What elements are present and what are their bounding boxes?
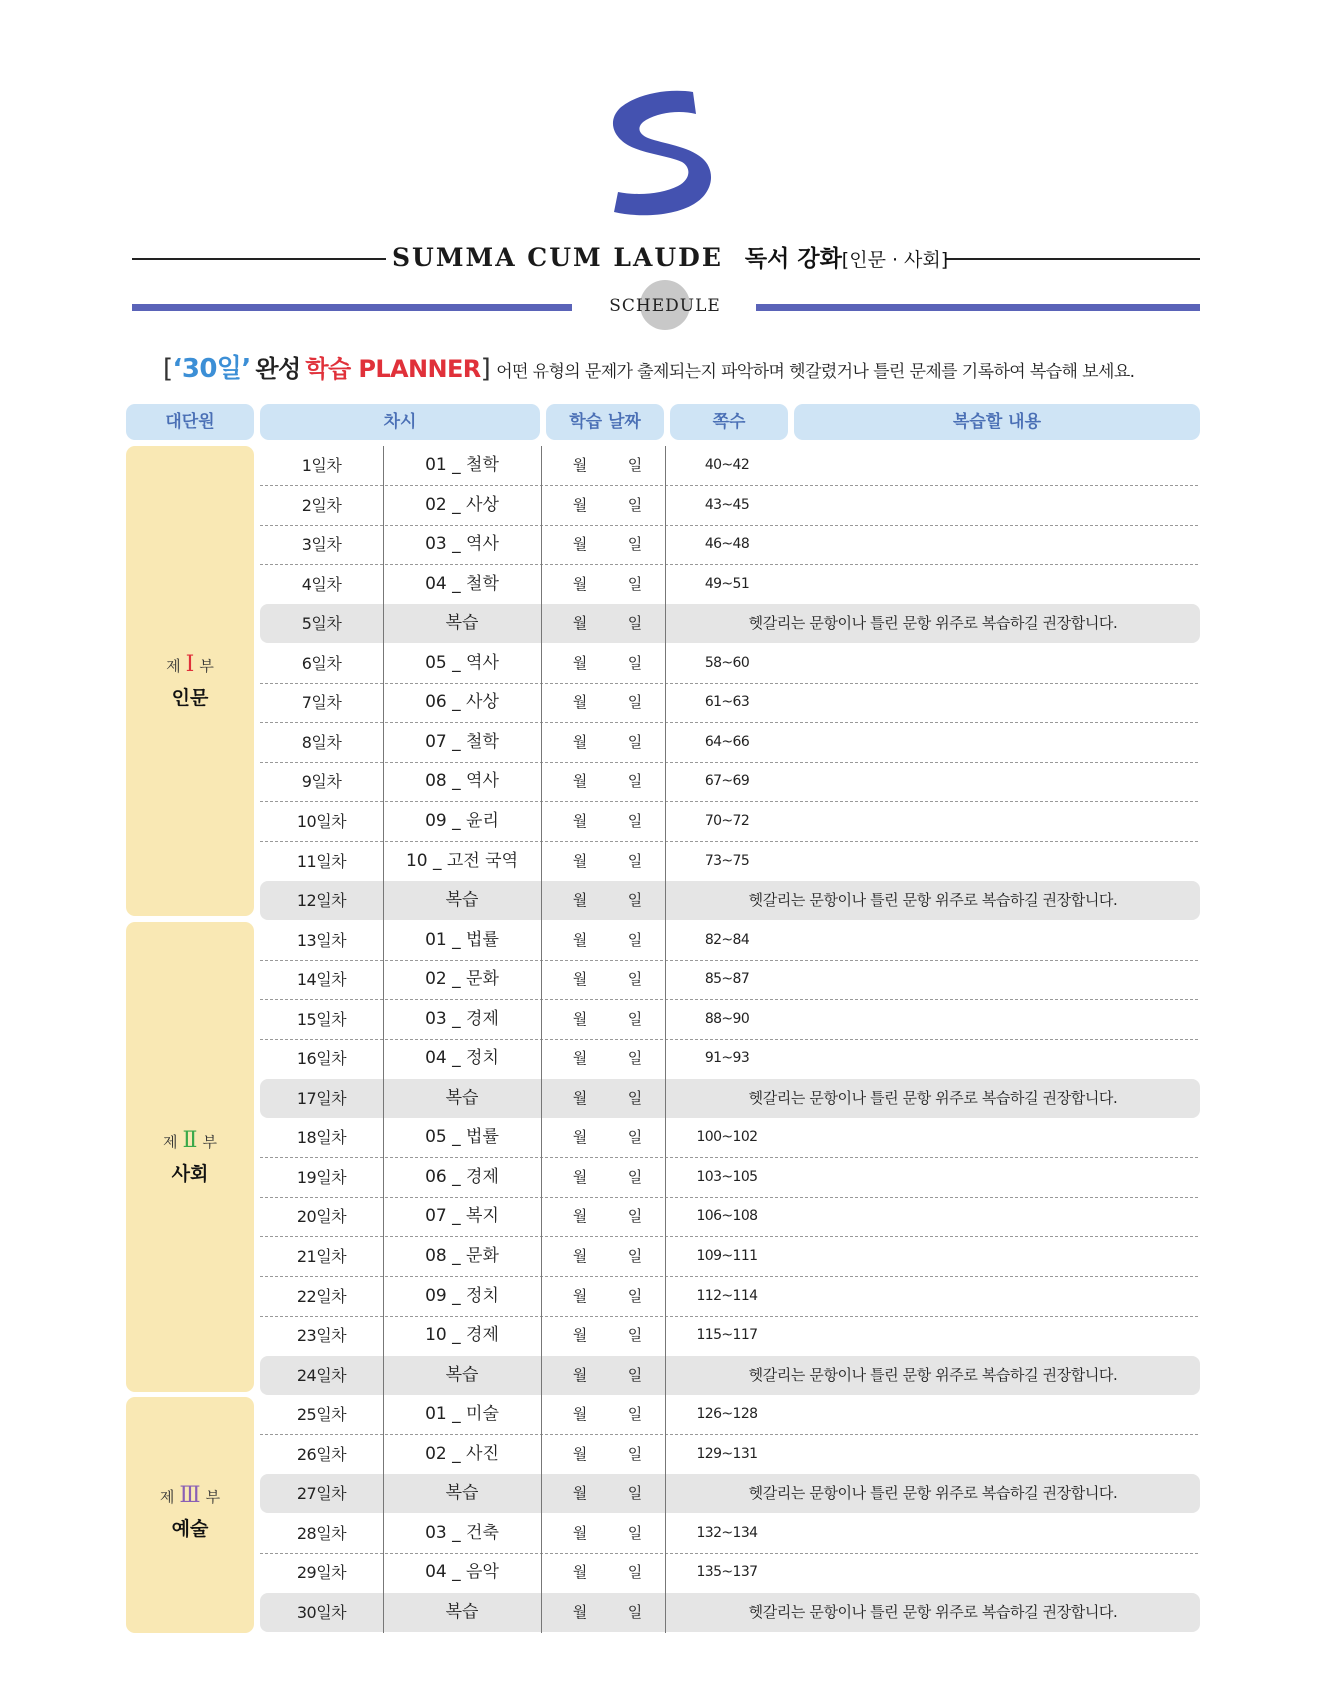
day-label: 일 [627, 891, 643, 909]
day-cell: 28일차 [296, 1523, 347, 1543]
page-title [392, 240, 949, 274]
month-label: 월 [572, 1009, 588, 1028]
table-row [260, 802, 1200, 841]
table-row [260, 1316, 1200, 1355]
table-row [260, 960, 1200, 999]
table-row [260, 644, 1200, 683]
month-label: 월 [572, 495, 588, 514]
table-row [260, 1000, 1200, 1039]
planner-description: 어떤 유형의 문제가 출제되는지 파악하며 헷갈렸거나 틀린 문제를 기록하여 복습해 보세요. [496, 362, 1135, 382]
month-label: 월 [572, 851, 588, 870]
topic-cell: 05 _ 법률 [425, 1127, 499, 1148]
day-label: 일 [627, 1523, 643, 1542]
column-divider-date [665, 446, 666, 1633]
pages-cell: 67~69 [704, 773, 750, 790]
topic-cell: 01 _ 철학 [425, 455, 499, 475]
roman-numeral: Ⅲ [179, 1483, 201, 1508]
pages-cell: 106~108 [696, 1208, 758, 1225]
table-row [260, 525, 1200, 564]
pages-cell: 58~60 [704, 654, 750, 671]
topic-cell: 08 _ 문화 [425, 1246, 499, 1266]
day-label: 일 [627, 812, 643, 830]
roman-numeral: Ⅱ [182, 1128, 198, 1153]
month-label: 월 [572, 1563, 588, 1582]
table-row [260, 1277, 1200, 1316]
day-label: 일 [627, 1247, 643, 1265]
pages-cell: 88~90 [704, 1010, 750, 1027]
planner-bracket-close: ] [480, 354, 491, 384]
day-label: 일 [627, 1602, 643, 1621]
day-cell: 20일차 [296, 1207, 347, 1227]
month-label: 월 [572, 1602, 588, 1621]
topic-cell: 복습 [445, 1601, 479, 1622]
pages-cell: 132~134 [696, 1524, 758, 1541]
topic-cell: 복습 [445, 1364, 479, 1385]
s-brush-logo-icon [608, 88, 718, 218]
topic-cell: 복습 [445, 1087, 479, 1108]
day-cell: 21일차 [296, 1247, 347, 1266]
review-row [260, 1474, 1200, 1513]
topic-cell: 07 _ 철학 [425, 731, 499, 752]
topic-cell: 복습 [445, 613, 479, 634]
day-cell: 14일차 [296, 970, 347, 990]
month-label: 월 [572, 930, 588, 949]
day-cell: 6일차 [301, 653, 342, 673]
pages-cell: 91~93 [704, 1050, 750, 1067]
topic-cell: 04 _ 철학 [425, 573, 499, 594]
day-label: 일 [627, 772, 643, 791]
title-rule-right [946, 258, 1200, 260]
table-row [260, 1435, 1200, 1474]
topic-cell: 04 _ 정치 [425, 1048, 499, 1069]
column-header-unit: 대단원 [126, 404, 254, 440]
month-label: 월 [572, 456, 588, 474]
day-label: 일 [627, 1207, 643, 1226]
month-label: 월 [572, 1365, 588, 1384]
topic-cell: 01 _ 미술 [425, 1404, 499, 1425]
table-row [260, 1237, 1200, 1276]
topic-cell: 07 _ 복지 [425, 1206, 499, 1227]
topic-cell: 04 _ 음악 [425, 1562, 499, 1583]
review-note: 헷갈리는 문항이나 틀린 문항 위주로 복습하길 권장합니다. [748, 1365, 1118, 1384]
day-cell: 29일차 [296, 1563, 347, 1583]
day-label: 일 [627, 1286, 643, 1305]
subject-section: [인문 · 사회] [841, 249, 949, 271]
day-cell: 17일차 [296, 1088, 347, 1108]
month-label: 월 [572, 574, 588, 593]
month-label: 월 [572, 1088, 588, 1107]
table-row [260, 842, 1200, 881]
month-label: 월 [572, 1286, 588, 1305]
pages-cell: 115~117 [696, 1327, 758, 1344]
column-header-review: 복습할 내용 [794, 404, 1200, 440]
day-cell: 7일차 [301, 693, 342, 713]
topic-cell: 09 _ 정치 [425, 1285, 499, 1306]
topic-cell: 06 _ 사상 [425, 692, 499, 713]
pages-cell: 129~131 [696, 1445, 758, 1462]
topic-cell: 10 _ 경제 [425, 1325, 499, 1346]
part-block-2 [126, 922, 254, 1392]
day-cell: 1일차 [301, 456, 342, 475]
table-row [260, 762, 1200, 801]
month-label: 월 [572, 535, 588, 554]
schedule-label: SCHEDULE [609, 296, 721, 316]
pages-cell: 70~72 [704, 813, 750, 829]
part-block-3 [126, 1397, 254, 1633]
day-cell: 27일차 [296, 1484, 347, 1504]
pages-cell: 112~114 [696, 1287, 758, 1304]
planner-days: ‘30일’ [172, 354, 251, 384]
table-row [260, 723, 1200, 762]
pages-cell: 126~128 [696, 1406, 758, 1423]
day-label: 일 [627, 653, 643, 672]
pages-cell: 40~42 [704, 457, 750, 473]
day-label: 일 [627, 1405, 643, 1424]
column-divider-session [383, 446, 384, 1633]
table-row [260, 1158, 1200, 1197]
topic-cell: 01 _ 법률 [425, 929, 499, 950]
month-label: 월 [572, 1326, 588, 1345]
review-row [260, 604, 1200, 643]
day-label: 일 [627, 1167, 643, 1186]
topic-cell: 02 _ 사상 [425, 494, 499, 515]
review-row [260, 1079, 1200, 1118]
day-cell: 23일차 [296, 1326, 347, 1346]
month-label: 월 [572, 1167, 588, 1186]
month-label: 월 [572, 653, 588, 672]
schedule-rule-left [132, 304, 572, 311]
part-number: 제 Ⅲ 부 [159, 1483, 221, 1508]
pages-cell: 43~45 [704, 496, 750, 513]
day-cell: 8일차 [301, 732, 342, 752]
day-label: 일 [627, 1128, 643, 1147]
day-label: 일 [627, 456, 643, 474]
planner-intro [163, 348, 1163, 385]
day-cell: 24일차 [296, 1365, 347, 1385]
day-cell: 25일차 [296, 1405, 347, 1425]
table-row [260, 446, 1200, 485]
topic-cell: 03 _ 경제 [425, 1008, 499, 1029]
day-label: 일 [627, 1484, 643, 1503]
table-row [260, 1118, 1200, 1157]
day-label: 일 [627, 1444, 643, 1463]
pages-cell: 82~84 [704, 931, 750, 948]
pages-cell: 61~63 [704, 694, 750, 711]
review-row [260, 881, 1200, 920]
day-label: 일 [627, 851, 643, 870]
day-cell: 11일차 [296, 851, 347, 871]
pages-cell: 73~75 [704, 852, 750, 869]
roman-numeral: Ⅰ [185, 652, 195, 677]
month-label: 월 [572, 772, 588, 791]
month-label: 월 [572, 1247, 588, 1265]
table-row [260, 1039, 1200, 1078]
day-label: 일 [627, 1365, 643, 1384]
pages-cell: 135~137 [696, 1564, 758, 1581]
day-cell: 18일차 [296, 1128, 347, 1148]
topic-cell: 02 _ 사진 [425, 1443, 499, 1464]
brand-name: SUMMA CUM LAUDE [392, 243, 723, 272]
part-number: 제 Ⅰ 부 [166, 652, 214, 677]
month-label: 월 [572, 732, 588, 751]
day-cell: 22일차 [296, 1286, 347, 1306]
day-label: 일 [627, 1088, 643, 1107]
day-cell: 2일차 [301, 495, 342, 515]
review-note: 헷갈리는 문항이나 틀린 문항 위주로 복습하길 권장합니다. [748, 1088, 1118, 1107]
review-note: 헷갈리는 문항이나 틀린 문항 위주로 복습하길 권장합니다. [748, 891, 1118, 909]
topic-cell: 03 _ 역사 [425, 534, 499, 555]
pages-cell: 100~102 [696, 1129, 758, 1146]
review-row [260, 1356, 1200, 1395]
part-name: 사회 [171, 1163, 209, 1185]
month-label: 월 [572, 891, 588, 909]
planner-study: 학습 PLANNER [305, 355, 481, 383]
column-header-pages: 쪽수 [670, 404, 788, 440]
month-label: 월 [572, 614, 588, 633]
pages-cell: 64~66 [704, 733, 750, 750]
part-name: 인문 [171, 687, 209, 709]
day-cell: 15일차 [296, 1009, 347, 1029]
table-row [260, 1514, 1200, 1553]
day-cell: 30일차 [296, 1602, 347, 1622]
topic-cell: 03 _ 건축 [425, 1522, 499, 1543]
day-cell: 5일차 [301, 614, 342, 634]
month-label: 월 [572, 1484, 588, 1503]
table-row [260, 486, 1200, 525]
month-label: 월 [572, 1405, 588, 1424]
topic-cell: 08 _ 역사 [425, 771, 499, 792]
day-cell: 10일차 [296, 812, 347, 831]
month-label: 월 [572, 1207, 588, 1226]
day-label: 일 [627, 574, 643, 593]
day-cell: 12일차 [296, 891, 347, 910]
day-label: 일 [627, 495, 643, 514]
schedule-rule-right [756, 304, 1200, 311]
day-label: 일 [627, 693, 643, 712]
month-label: 월 [572, 812, 588, 830]
review-note: 헷갈리는 문항이나 틀린 문항 위주로 복습하길 권장합니다. [748, 614, 1118, 633]
topic-cell: 06 _ 경제 [425, 1166, 499, 1187]
day-cell: 19일차 [296, 1167, 347, 1187]
review-row [260, 1593, 1200, 1632]
review-note: 헷갈리는 문항이나 틀린 문항 위주로 복습하길 권장합니다. [748, 1484, 1118, 1503]
day-label: 일 [627, 1563, 643, 1582]
topic-cell: 05 _ 역사 [425, 652, 499, 673]
pages-cell: 109~111 [696, 1248, 758, 1264]
table-row [260, 1197, 1200, 1236]
day-cell: 9일차 [301, 772, 342, 792]
month-label: 월 [572, 1523, 588, 1542]
planner-complete: 완성 [255, 355, 301, 383]
day-cell: 4일차 [301, 574, 342, 594]
month-label: 월 [572, 1049, 588, 1068]
table-row [260, 683, 1200, 722]
pages-cell: 49~51 [704, 575, 750, 592]
day-label: 일 [627, 614, 643, 633]
column-divider-topic [541, 446, 542, 1633]
month-label: 월 [572, 1444, 588, 1463]
topic-cell: 10 _ 고전 국역 [405, 850, 519, 871]
day-label: 일 [627, 1049, 643, 1068]
table-row [260, 1395, 1200, 1434]
month-label: 월 [572, 970, 588, 989]
day-cell: 3일차 [301, 535, 342, 555]
column-header-session: 차시 [260, 404, 540, 440]
topic-cell: 09 _ 윤리 [425, 811, 499, 831]
table-row [260, 1553, 1200, 1592]
table-row [260, 921, 1200, 960]
day-label: 일 [627, 1326, 643, 1345]
month-label: 월 [572, 693, 588, 712]
day-label: 일 [627, 970, 643, 989]
subject-title: 독서 강화 [744, 246, 842, 272]
day-label: 일 [627, 1009, 643, 1028]
day-cell: 26일차 [296, 1444, 347, 1464]
day-cell: 16일차 [296, 1049, 347, 1069]
part-name: 예술 [171, 1518, 209, 1540]
column-header-date: 학습 날짜 [546, 404, 664, 440]
table-row [260, 565, 1200, 604]
part-block-1 [126, 446, 254, 916]
month-label: 월 [572, 1128, 588, 1147]
pages-cell: 46~48 [704, 536, 750, 553]
pages-cell: 85~87 [704, 971, 750, 988]
day-label: 일 [627, 535, 643, 554]
part-number: 제 Ⅱ 부 [163, 1128, 217, 1153]
day-label: 일 [627, 930, 643, 949]
day-label: 일 [627, 732, 643, 751]
topic-cell: 복습 [445, 890, 479, 910]
topic-cell: 02 _ 문화 [425, 969, 499, 990]
pages-cell: 103~105 [696, 1168, 758, 1185]
review-note: 헷갈리는 문항이나 틀린 문항 위주로 복습하길 권장합니다. [748, 1602, 1118, 1621]
day-cell: 13일차 [296, 930, 347, 950]
title-rule-left [132, 258, 386, 260]
topic-cell: 복습 [445, 1483, 479, 1504]
planner-bracket-open: [ [163, 354, 173, 384]
